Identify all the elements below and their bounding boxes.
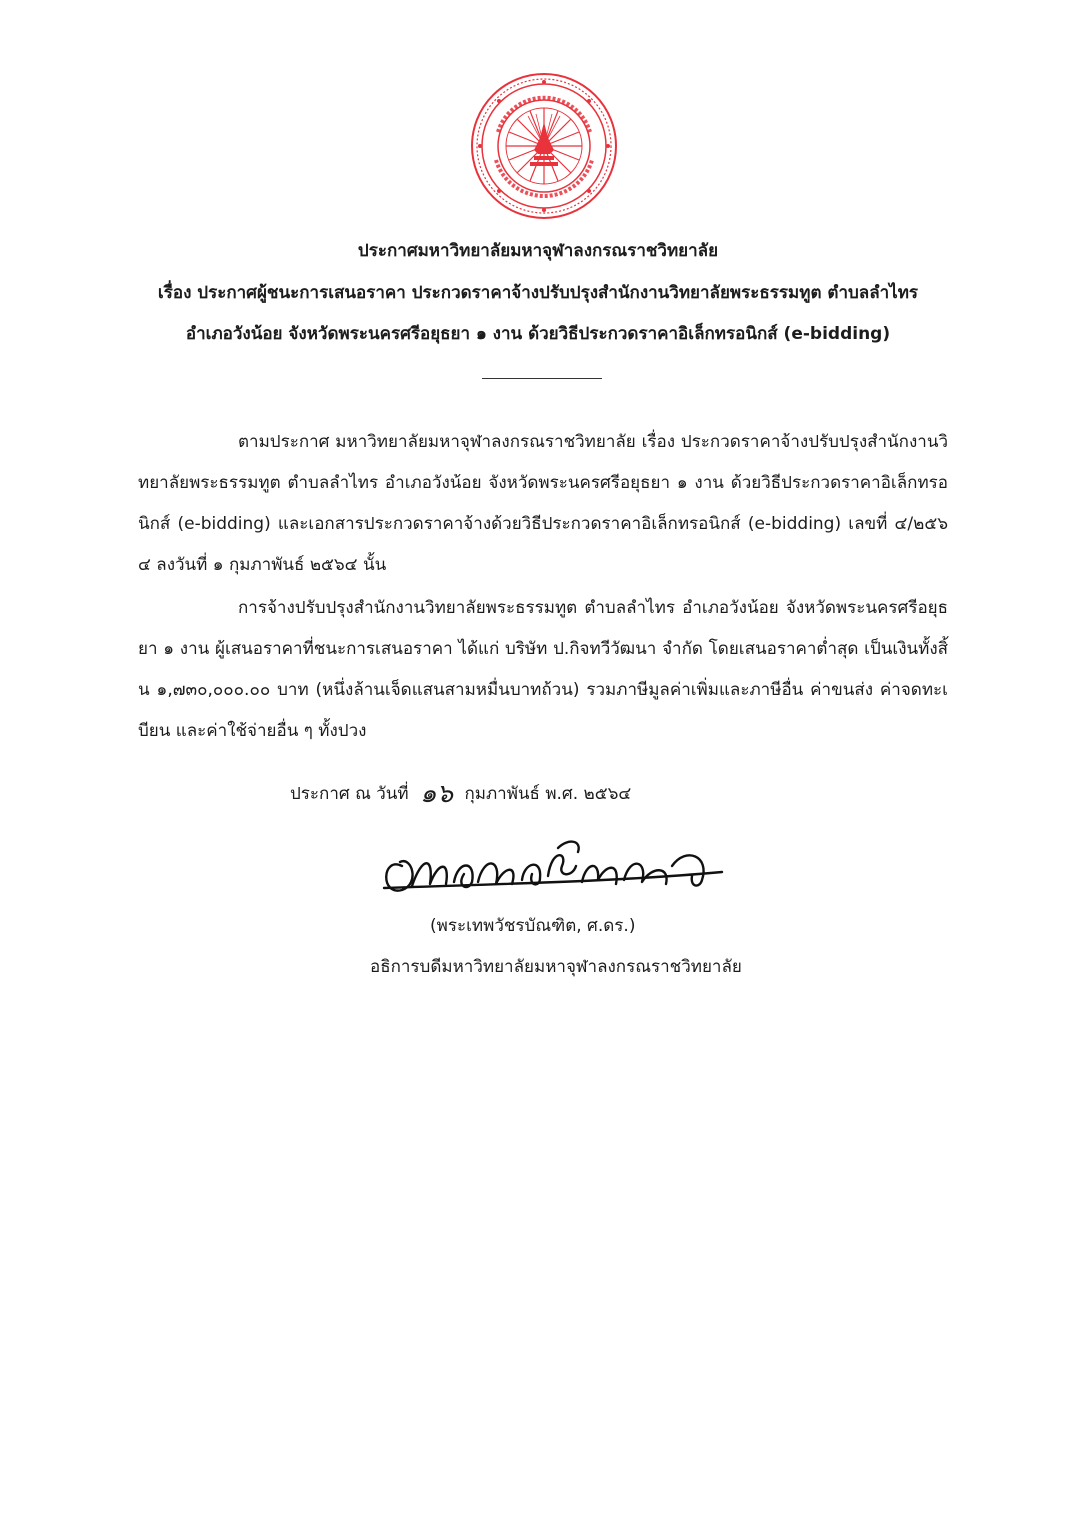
signer-name: (พระเทพวัชรบัณฑิต, ศ.ดร.) — [430, 916, 636, 936]
announcement-prefix: ประกาศ ณ วันที่ — [290, 784, 409, 804]
title-line-2: เรื่อง ประกาศผู้ชนะการเสนอราคา ประกวดราคาจ้างปรับปรุงสำนักงานวิทยาลัยพระธรรมทูต ตำบลลำไทร — [157, 283, 919, 303]
body-paragraph-1: ตามประกาศ มหาวิทยาลัยมหาจุฬาลงกรณราชวิทยาลัย เรื่อง ประกวดราคาจ้างปรับปรุงสำนักงานวิทยาลัยพระธรรมทูต ตำบลลำไทร อำเภอวังน้อย จังหวัดพระนครศรีอยุธยา ๑ งาน ด้วยวิธีประกวดราคาอิเล็กทรอนิกส์ (e-bidding) และเอกสารประกวดราคาจ้างด้วยวิธีประกวดราคาอิเล็กทรอนิกส์ (e-bidding) เลขที่ ๔/๒๕๖๔ ลงวันที่ ๑ กุมภาพันธ์ ๒๕๖๔ นั้น — [138, 432, 948, 575]
signer-title: อธิการบดีมหาวิทยาลัยมหาจุฬาลงกรณราชวิทยาลัย — [370, 957, 742, 977]
university-seal-icon — [470, 72, 618, 220]
handwritten-day: ๑๖ — [420, 779, 454, 809]
announcement-date — [290, 770, 631, 811]
signature-icon — [372, 826, 732, 906]
announcement-suffix: กุมภาพันธ์ พ.ศ. ๒๕๖๔ — [464, 784, 632, 804]
title-line-1: ประกาศมหาวิทยาลัยมหาจุฬาลงกรณราชวิทยาลัย — [357, 241, 719, 261]
body-paragraph-2: การจ้างปรับปรุงสำนักงานวิทยาลัยพระธรรมทูต ตำบลลำไทร อำเภอวังน้อย จังหวัดพระนครศรีอยุธยา ๑ งาน ผู้เสนอราคาที่ชนะการเสนอราคา ได้แก่ บริษัท ป.กิจทวีวัฒนา จำกัด โดยเสนอราคาต่ำสุด เป็นเงินทั้งสิ้น ๑,๗๓๐,๐๐๐.๐๐ บาท (หนึ่งล้านเจ็ดแสนสามหมื่นบาทถ้วน) รวมภาษีมูลค่าเพิ่มและภาษีอื่น ค่าขนส่ง ค่าจดทะเบียน และค่าใช้จ่ายอื่น ๆ ทั้งปวง — [138, 598, 948, 741]
title-line-3: อำเภอวังน้อย จังหวัดพระนครศรีอยุธยา ๑ งาน ด้วยวิธีประกวดราคาอิเล็กทรอนิกส์ (e-bidding) — [185, 324, 891, 344]
title-divider — [482, 378, 602, 379]
